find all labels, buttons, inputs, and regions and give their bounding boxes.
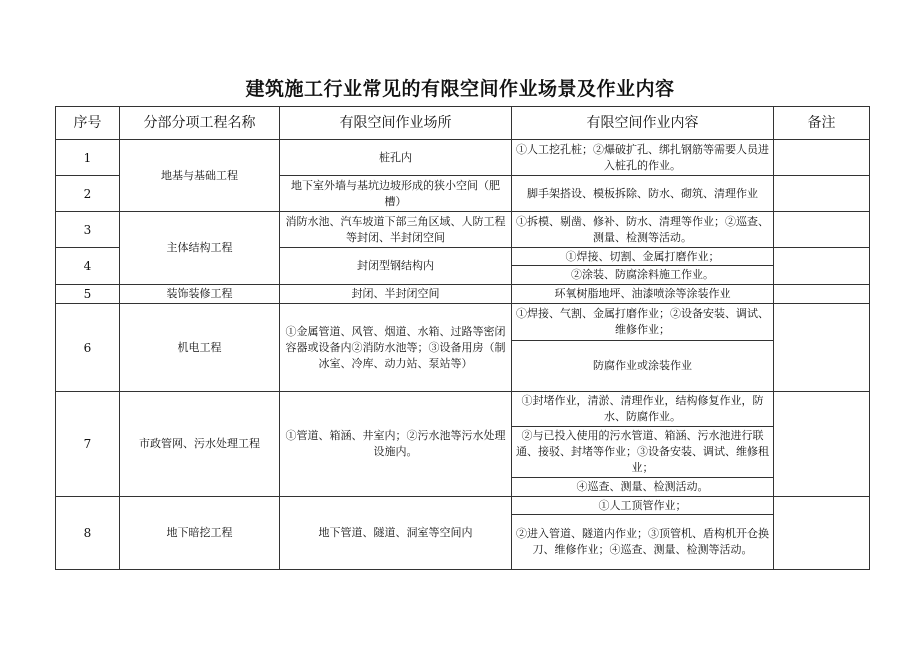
table-row bbox=[56, 304, 870, 392]
remark-cell bbox=[774, 285, 870, 304]
work-content: 脚手架搭设、模板拆除、防水、砌筑、清理作业 bbox=[512, 176, 774, 212]
work-content-part: ②进入管道、隧道内作业；③顶管机、盾构机开仓换刀、维修作业；④巡查、测量、检测等活动。 bbox=[512, 514, 773, 569]
row-number: 5 bbox=[56, 285, 120, 304]
work-content-part: ①人工顶管作业； bbox=[598, 498, 687, 512]
header-remark: 备注 bbox=[774, 107, 870, 140]
work-content bbox=[512, 497, 774, 570]
remark-cell bbox=[774, 140, 870, 176]
work-site: 封闭型钢结构内 bbox=[280, 248, 512, 285]
work-site: 封闭、半封闭空间 bbox=[280, 285, 512, 304]
work-content-part: ①焊接、切割、金属打磨作业； bbox=[565, 249, 720, 263]
work-site: ①金属管道、风管、烟道、水箱、过路等密闭容器或设备内②消防水池等；③设备用房（制冰室、冷库、动力站、泵站等） bbox=[280, 304, 512, 392]
work-content: ①人工挖孔桩；②爆破扩孔、绑扎钢筋等需要人员进入桩孔的作业。 bbox=[512, 140, 774, 176]
work-content-part: ①封堵作业，清淤、清理作业，结构修复作业，防水、防腐作业。 bbox=[521, 394, 764, 423]
work-content-part: ④巡查、测量、检测活动。 bbox=[512, 477, 773, 496]
row-number: 2 bbox=[56, 176, 120, 212]
header-site: 有限空间作业场所 bbox=[280, 107, 512, 140]
work-site: 地下管道、隧道、洞室等空间内 bbox=[280, 497, 512, 570]
work-site: 地下室外墙与基坑边坡形成的狭小空间（肥槽） bbox=[280, 176, 512, 212]
confined-space-table bbox=[55, 106, 870, 570]
work-content-part: ②涂装、防腐涂料施工作业。 bbox=[512, 265, 773, 284]
work-content-part: ②与已投入使用的污水管道、箱涵、污水池进行联通、接驳、封堵等作业；③设备安装、调试、维修租业； bbox=[512, 426, 773, 477]
table-row bbox=[56, 285, 870, 304]
work-site: ①管道、箱涵、井室内；②污水池等污水处理设施内。 bbox=[280, 392, 512, 497]
document-title: 建筑施工行业常见的有限空间作业场景及作业内容 bbox=[245, 78, 675, 100]
header-row bbox=[56, 107, 870, 140]
remark-cell bbox=[774, 176, 870, 212]
work-content bbox=[512, 248, 774, 285]
remark-cell bbox=[774, 304, 870, 392]
table-row bbox=[56, 212, 870, 248]
header-no: 序号 bbox=[56, 107, 120, 140]
table-row bbox=[56, 497, 870, 570]
project-name: 市政管网、污水处理工程 bbox=[120, 392, 280, 497]
row-number: 6 bbox=[56, 304, 120, 392]
header-content: 有限空间作业内容 bbox=[512, 107, 774, 140]
header-project: 分部分项工程名称 bbox=[120, 107, 280, 140]
remark-cell bbox=[774, 497, 870, 570]
work-content: ①拆模、剔凿、修补、防水、清理等作业；②巡查、测量、检测等活动。 bbox=[512, 212, 774, 248]
remark-cell bbox=[774, 212, 870, 248]
row-number: 3 bbox=[56, 212, 120, 248]
remark-cell bbox=[774, 392, 870, 497]
project-name: 装饰装修工程 bbox=[120, 285, 280, 304]
row-number: 1 bbox=[56, 140, 120, 176]
project-name: 地基与基础工程 bbox=[120, 140, 280, 212]
remark-cell bbox=[774, 248, 870, 285]
work-content-part: 防腐作业或涂装作业 bbox=[512, 340, 773, 391]
row-number: 8 bbox=[56, 497, 120, 570]
work-site: 桩孔内 bbox=[280, 140, 512, 176]
row-number: 7 bbox=[56, 392, 120, 497]
work-content: 环氧树脂地坪、油漆喷涂等涂装作业 bbox=[512, 285, 774, 304]
project-name: 地下暗挖工程 bbox=[120, 497, 280, 570]
table-row bbox=[56, 140, 870, 176]
project-name: 主体结构工程 bbox=[120, 212, 280, 285]
project-name: 机电工程 bbox=[120, 304, 280, 392]
work-content bbox=[512, 304, 774, 392]
work-content-part: ①焊接、气割、金属打磨作业；②设备安装、调试、维修作业； bbox=[516, 307, 769, 336]
work-site: 消防水池、汽车坡道下部三角区域、人防工程等封闭、半封闭空间 bbox=[280, 212, 512, 248]
row-number: 4 bbox=[56, 248, 120, 285]
table-row bbox=[56, 392, 870, 497]
work-content bbox=[512, 392, 774, 497]
